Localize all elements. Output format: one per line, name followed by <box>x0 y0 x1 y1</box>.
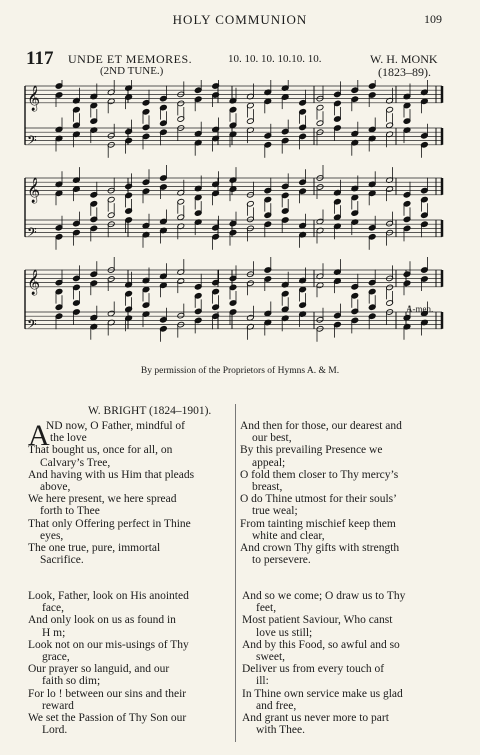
verse-line: with Thee. <box>256 724 305 737</box>
drop-cap: A <box>28 419 50 452</box>
verse-line: That only Offering perfect in Thine <box>28 517 191 530</box>
bass-clef: 𝄢 <box>27 224 37 243</box>
page-number: 109 <box>424 12 442 26</box>
verse-line: above, <box>40 481 71 493</box>
verse-line: Our prayer so languid, and our <box>28 663 170 676</box>
meter: 10. 10. 10. 10.10. 10. <box>228 53 322 65</box>
verse-line: Lord. <box>42 724 68 737</box>
tune-name: UNDE ET MEMORES. <box>68 52 193 66</box>
verse-line: our best, <box>252 432 292 445</box>
verse-line: And crown Thy gifts with strength <box>240 542 400 554</box>
verse-line: And so we come; O draw us to Thy <box>242 590 406 602</box>
composer-dates: (1823–89). <box>378 65 431 79</box>
verse-line: In Thine own service make us glad <box>242 687 403 700</box>
verse-line: Deliver us from every touch of <box>242 663 385 676</box>
verse-line: breast, <box>252 481 283 493</box>
verse-line: sweet, <box>256 651 286 663</box>
verse-line: to persevere. <box>252 554 311 567</box>
column-divider <box>235 404 236 742</box>
treble-clef: 𝄞 <box>27 177 41 203</box>
bass-clef: 𝄢 <box>27 132 37 151</box>
verse-line: appeal; <box>252 456 286 469</box>
tune-note: (2ND TUNE.) <box>100 65 164 77</box>
verse-line: reward <box>42 699 74 712</box>
hymn-number: 117 <box>26 48 54 69</box>
verse-line: Sacrifice. <box>40 554 84 567</box>
bass-clef: 𝄢 <box>27 316 37 335</box>
verse-line: And by this Food, so awful and so <box>242 638 400 651</box>
verse-line: We set the Passion of Thy Son our <box>28 712 187 724</box>
verse-line: grace, <box>42 651 70 663</box>
running-title: HOLY COMMUNION <box>172 12 308 27</box>
verse-line: the love <box>50 432 87 445</box>
author: W. BRIGHT (1824–1901). <box>88 405 212 417</box>
verse-line: Look not on our mis-usings of Thy <box>28 638 189 651</box>
verse-line: By this prevailing Presence we <box>240 444 383 457</box>
treble-clef: 𝄞 <box>27 269 41 295</box>
verse-line: love us still; <box>256 626 313 639</box>
verse-line: And grant us never more to part <box>242 712 389 724</box>
verse-line: H m; <box>42 626 66 639</box>
verse-line: feet, <box>256 602 277 615</box>
amen-label: A-men. <box>406 304 434 314</box>
verse-line: And only look on us as found in <box>28 614 176 627</box>
composer: W. H. MONK <box>370 52 438 66</box>
verse-line: From tainting mischief keep them <box>240 517 396 530</box>
verse-line: The one true, pure, immortal <box>28 542 161 554</box>
verse-line: Look, Father, look on His anointed <box>28 590 189 602</box>
verse-line: O do Thine utmost for their souls’ <box>240 493 397 506</box>
verse-line: That bought us, once for all, on <box>28 444 173 457</box>
verse-line: Most patient Saviour, Who canst <box>242 614 393 627</box>
treble-clef: 𝄞 <box>27 85 41 111</box>
verse-line: And then for those, our dearest and <box>240 420 402 432</box>
verse-line: ND now, O Father, mindful of <box>46 420 186 432</box>
verse-line: O fold them closer to Thy mercy’s <box>240 468 399 481</box>
verse-line: Calvary’s Tree, <box>40 456 111 469</box>
verse-line: and free, <box>256 699 297 712</box>
verse-line: For lo ! between our sins and their <box>28 687 187 700</box>
permission-note: By permission of the Proprietors of Hymns A. & M. <box>140 366 340 376</box>
verse-line: face, <box>42 602 65 615</box>
verse-line: eyes, <box>40 529 64 542</box>
verse-line: forth to Thee <box>40 505 100 518</box>
verse-line: We here present, we here spread <box>28 493 177 506</box>
verse-line: faith so dim; <box>42 675 101 688</box>
verse-line: And having with us Him that pleads <box>28 468 195 481</box>
verse-line: true weal; <box>252 505 298 518</box>
verse-line: ill: <box>256 675 269 688</box>
verse-line: white and clear, <box>252 529 325 542</box>
